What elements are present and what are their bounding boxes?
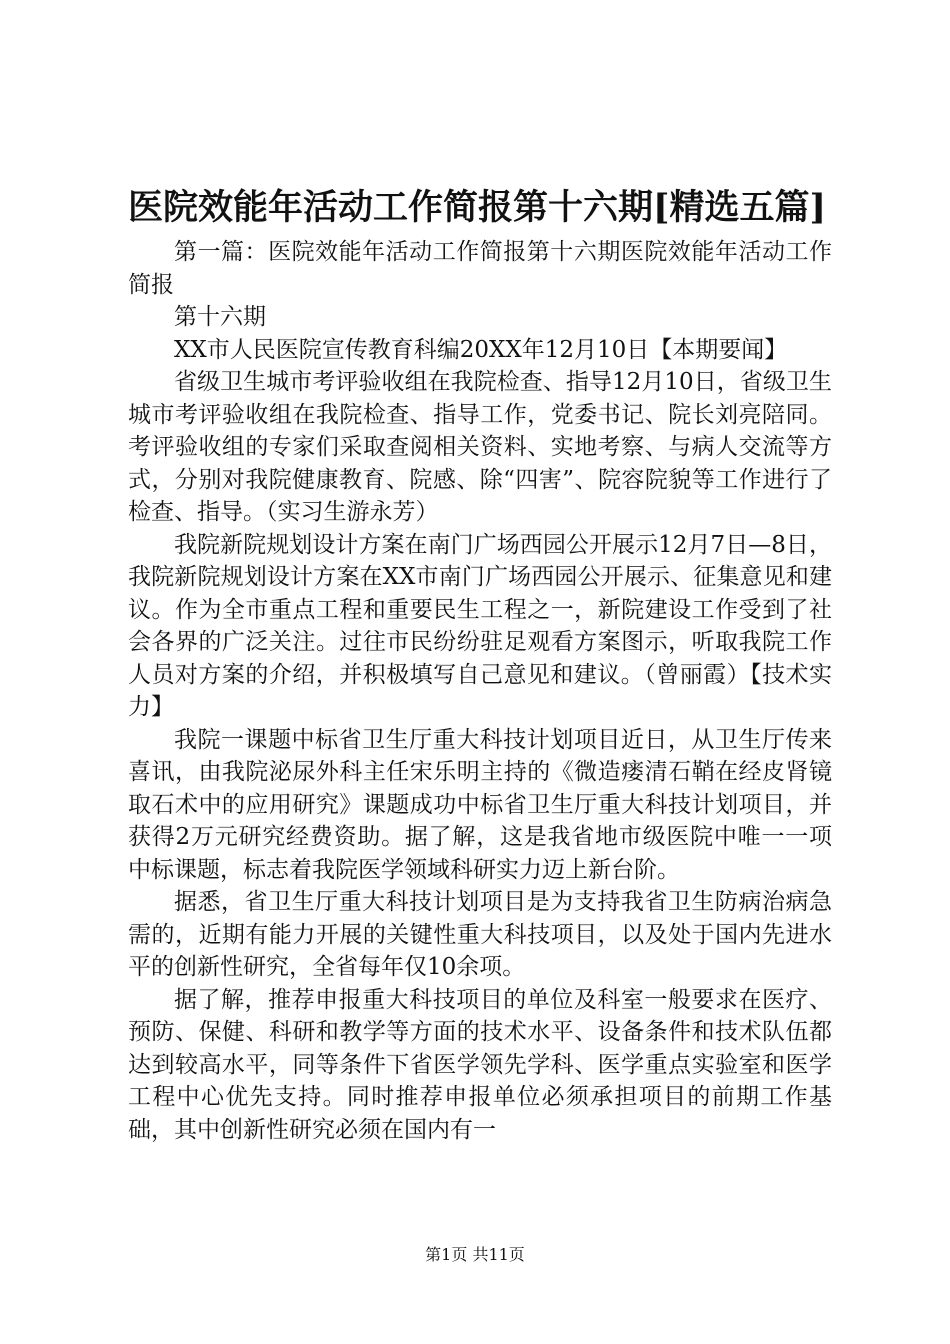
paragraph-application-requirements: 据了解，推荐申报重大科技项目的单位及科室一般要求在医疗、预防、保健、科研和教学等方面的技术水平、设备条件和技术队伍都达到较高水平，同等条件下省医学领先学科、医学重点实验室和医学工程中心优先支持。同时推荐申报单位必须承担项目的前期工作基础，其中创新性研究必须在国内有一 bbox=[128, 986, 832, 1143]
paragraph-issue-number: 第十六期 bbox=[174, 304, 266, 330]
document-body bbox=[128, 236, 832, 1146]
document-title: 医院效能年活动工作简报第十六期[精选五篇] bbox=[128, 187, 827, 228]
page-number-footer: 第1页 共11页 bbox=[425, 1245, 525, 1264]
paragraph-project-background: 据悉，省卫生厅重大科技计划项目是为支持我省卫生防病治病急需的，近期有能力开展的关键性重大科技项目，以及处于国内先进水平的创新性研究，全省每年仅10余项。 bbox=[128, 889, 832, 980]
paragraph-inspection-news: 省级卫生城市考评验收组在我院检查、指导12月10日，省级卫生城市考评验收组在我院检查、指导工作，党委书记、院长刘亮陪同。考评验收组的专家们采取查阅相关资料、实地考察、与病人交流等方式，分别对我院健康教育、院感、除“四害”、院容院貌等工作进行了检查、指导。（实习生游永芳） bbox=[128, 369, 832, 525]
paragraph-research-project: 我院一课题中标省卫生厅重大科技计划项目近日，从卫生厅传来喜讯，由我院泌尿外科主任宋乐明主持的《微造瘘清石鞘在经皮肾镜取石术中的应用研究》课题成功中标省卫生厅重大科技计划项目，并获得2万元研究经费资助。据了解，这是我省地市级医院中唯一一项中标课题，标志着我院医学领域科研实力迈上新台阶。 bbox=[128, 726, 832, 883]
paragraph-new-hospital-plan: 我院新院规划设计方案在南门广场西园公开展示12月7日—8日，我院新院规划设计方案在XX市南门广场西园公开展示、征集意见和建议。作为全市重点工程和重要民生工程之一，新院建设工作受到了社会各界的广泛关注。过往市民纷纷驻足观看方案图示，听取我院工作人员对方案的介绍，并积极填写自己意见和建议。（曾丽霞）【技术实力】 bbox=[128, 531, 832, 720]
paragraph-first-article-heading: 第一篇：医院效能年活动工作简报第十六期医院效能年活动工作简报 bbox=[128, 239, 832, 298]
paragraph-publisher-line: XX市人民医院宣传教育科编20XX年12月10日【本期要闻】 bbox=[174, 336, 788, 363]
